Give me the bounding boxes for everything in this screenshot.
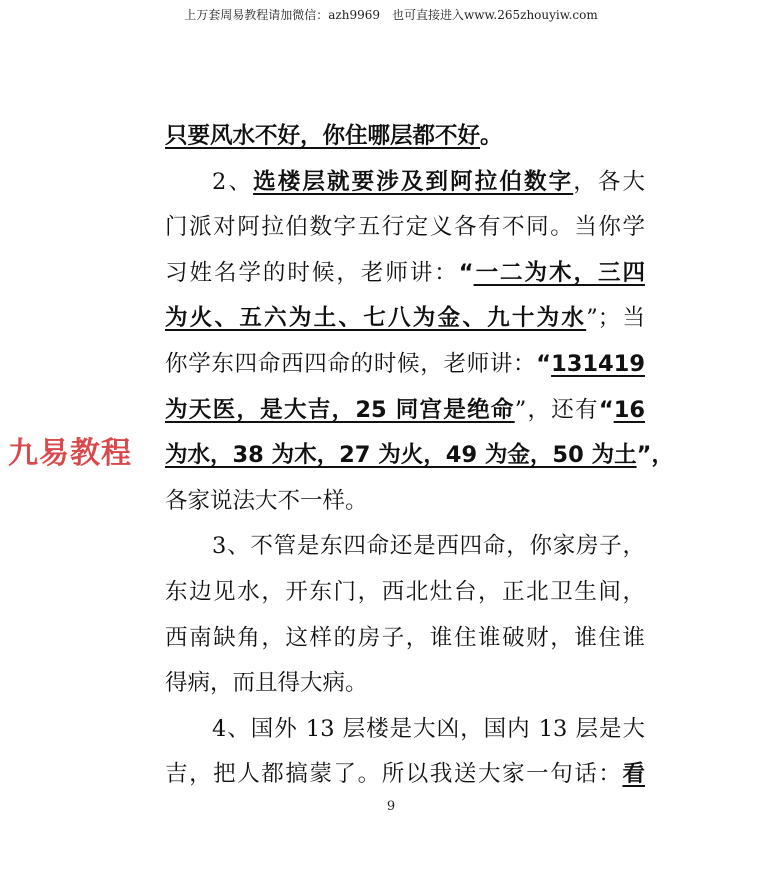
text-line xyxy=(165,342,645,388)
watermark-logo: 九易教程 xyxy=(8,436,132,471)
text-span: ”，还有 xyxy=(514,396,599,423)
text-line xyxy=(165,251,645,297)
page-number: 9 xyxy=(386,799,396,814)
text-line xyxy=(165,707,645,753)
text-span: 吉，把人都搞蒙了。所以我送大家一句话： xyxy=(165,761,623,788)
text-line xyxy=(165,616,645,662)
text-span: 16 xyxy=(613,396,645,423)
text-span: 得病，而且得大病。 xyxy=(165,670,368,697)
text-span: 为水，38 为木，27 为火，49 为金，50 为土 xyxy=(165,442,637,469)
text-span: 为天医，是大吉，25 同宫是绝命 xyxy=(165,396,515,423)
body-text xyxy=(165,114,674,798)
text-span: 。 xyxy=(480,123,503,149)
text-span: ，各大 xyxy=(573,168,645,195)
text-span: 各家说法大不一样。 xyxy=(165,487,368,514)
text-span: 为火、五六为土、七八为金、九十为水 xyxy=(165,305,587,332)
page-header: 上万套周易教程请加微信：azh9969 也可直接进入www.265zhouyiw.com xyxy=(184,8,598,22)
text-span: 选楼层就要涉及到阿拉伯数字 xyxy=(253,168,574,195)
text-line xyxy=(165,479,645,525)
text-line xyxy=(165,388,645,434)
text-span: 只要风水不好，你住哪层都不好 xyxy=(165,123,481,149)
text-span: 习姓名学的时候，老师讲： xyxy=(165,259,459,286)
text-line xyxy=(165,114,645,160)
text-line xyxy=(165,524,645,570)
text-line xyxy=(165,296,645,342)
text-span: ”， xyxy=(636,442,674,469)
text-line xyxy=(165,661,645,707)
text-span: 2、 xyxy=(212,168,254,195)
text-span: 西南缺角，这样的房子，谁住谁破财，谁住谁 xyxy=(165,624,645,651)
text-span: 一二为木，三四 xyxy=(473,259,645,286)
text-line xyxy=(165,433,674,479)
text-span: 你学东四命西四命的时候，老师讲： xyxy=(165,350,537,377)
text-span: 131419 xyxy=(551,350,645,377)
text-line xyxy=(165,752,645,798)
text-line xyxy=(165,160,645,206)
text-span: 4、国外 13 层楼是大凶，国内 13 层是大 xyxy=(212,715,645,742)
text-span: 东边见水，开东门，西北灶台，正北卫生间， xyxy=(165,578,645,605)
text-span: 3、不管是东四命还是西四命，你家房子， xyxy=(212,533,645,560)
text-span: “ xyxy=(536,350,552,377)
text-span: “ xyxy=(458,259,474,286)
text-line xyxy=(165,570,645,616)
text-line xyxy=(165,205,645,251)
text-span: “ xyxy=(598,396,614,423)
text-span: 看 xyxy=(622,761,645,788)
text-span: ”；当 xyxy=(586,305,645,332)
text-span: 门派对阿拉伯数字五行定义各有不同。当你学 xyxy=(165,214,645,241)
